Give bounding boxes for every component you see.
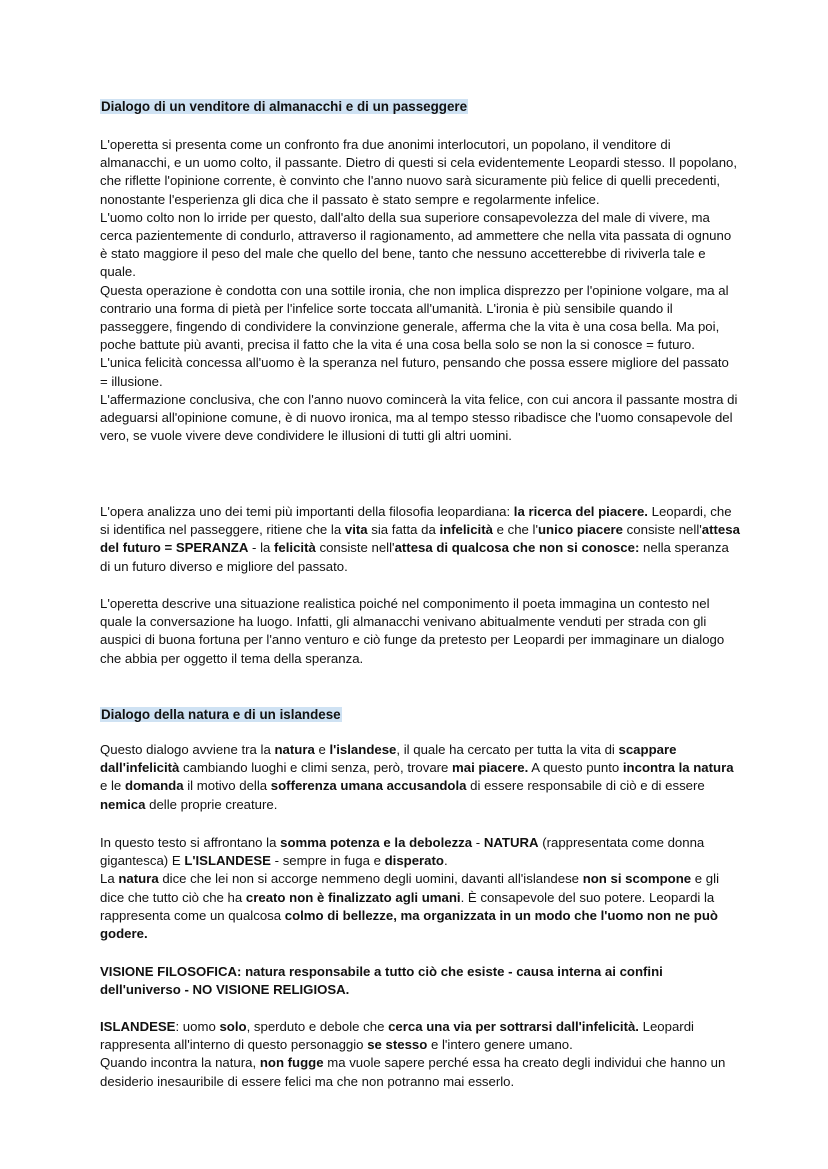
paragraph-islandese-descrizione	[100, 1018, 740, 1091]
paragraph: L'uomo colto non lo irride per questo, dall'alto della sua superiore consapevolezza del male di vivere, ma cerca pazientemente di condurlo, attraverso il ragionamento, ad ammettere che nella vita passata di ognuno è stato maggiore il peso del male che quello del bene, tanto che nessuno accetterebbe di riviverla tale e quale.	[100, 209, 732, 280]
paragraph-visione-filosofica: VISIONE FILOSOFICA: natura responsabile a tutto ciò che esiste - causa interna ai confini dell'universo - NO VISIONE RELIGIOSA.	[100, 964, 663, 998]
paragraph: L'affermazione conclusiva, che con l'anno nuovo comincerà la vita felice, con cui ancora il passante mostra di adeguarsi all'opinione comune, è di nuovo ironica, ma al tempo stesso ribadisce che l'uomo consapevole del vero, se vuole vivere deve condividere le illusioni di tutti gli altri uomini.	[100, 391, 738, 444]
paragraph: La natura dice che lei non si accorge nemmeno degli uomini, davanti all'islandese non si scompone e gli dice che tutto ciò che ha creato non è finalizzato agli umani. È consapevole del suo potere. Leopardi la rappresenta come un qualcosa colmo di bellezze, ma organizzata in un modo che l'uomo non ne può godere.	[100, 871, 719, 942]
paragraph-dialogo-natura: Questo dialogo avviene tra la natura e l'islandese, il quale ha cercato per tutta la vita di scappare dall'infelicità cambiando luoghi e climi senza, però, trovare mai piacere. A questo punto incontra la natura e le domanda il motivo della sofferenza umana accusandola di essere responsabile di ciò e di essere nemica delle proprie creature.	[100, 742, 734, 812]
section-islandese-body	[100, 834, 740, 943]
paragraph: In questo testo si affrontano la somma potenza e la debolezza - NATURA (rappresentata come donna gigantesca) E L'ISLANDESE - sempre in fuga e disperato.	[100, 835, 705, 869]
paragraph: Questa operazione è condotta con una sottile ironia, che non implica disprezzo per l'opinione volgare, ma al contrario una forma di pietà per l'infelice sorte toccata all'umanità. L'ironia è più sensibile quando il passeggere, fingendo di condividere la convinzione generale, afferma che la vita è una cosa bella. Ma poi, poche battute più avanti, precisa il fatto che la vita é una cosa bella solo se non la si conosce = futuro.	[100, 282, 729, 353]
section-heading-almanacchi: Dialogo di un venditore di almanacchi e di un passeggere	[101, 99, 468, 114]
paragraph-situazione-realistica: L'operetta descrive una situazione realistica poiché nel componimento il poeta immagina un contesto nel quale la conversazione ha luogo. Infatti, gli almanacchi venivano abitualmente venduti per strada con gli auspici di buona fortuna per l'anno venturo e ciò funge da pretesto per Leopardi per immaginare un dialogo che abbia per oggetto il tema della speranza.	[100, 596, 725, 666]
paragraph: L'operetta si presenta come un confronto fra due anonimi interlocutori, un popolano, il venditore di almanacchi, e un uomo colto, il passante. Dietro di questi si cela evidentemente Leopardi stesso. Il popolano, che riflette l'opinione corrente, è convinto che l'anno nuovo sarà sicuramente più felice di quelli precedenti, nonostante l'esperienza gli dica che il passato è stato sempre e regolarmente infelice.	[100, 137, 738, 207]
section-heading-islandese: Dialogo della natura e di un islandese	[101, 707, 341, 722]
paragraph: Quando incontra la natura, non fugge ma vuole sapere perché essa ha creato degli individui che hanno un desiderio inesauribile di essere felici ma che non potranno mai esserlo.	[100, 1055, 726, 1089]
paragraph: ISLANDESE: uomo solo, sperduto e debole che cerca una via per sottrarsi dall'infelicità. Leopardi rappresenta all'interno di questo personaggio se stesso e l'intero genere umano.	[100, 1019, 694, 1053]
section-almanacchi-body	[100, 136, 740, 445]
paragraph: L'unica felicità concessa all'uomo è la speranza nel futuro, pensando che possa essere migliore del passato = illusione.	[100, 355, 729, 389]
paragraph-ricerca-piacere: L'opera analizza uno dei temi più importanti della filosofia leopardiana: la ricerca del piacere. Leopardi, che si identifica nel passeggere, ritiene che la vita sia fatta da infelicità e che l'unico piacere consiste nell'attesa del futuro = SPERANZA - la felicità consiste nell'attesa di qualcosa che non si conosce: nella speranza di un futuro diverso e migliore del passato.	[100, 504, 740, 574]
